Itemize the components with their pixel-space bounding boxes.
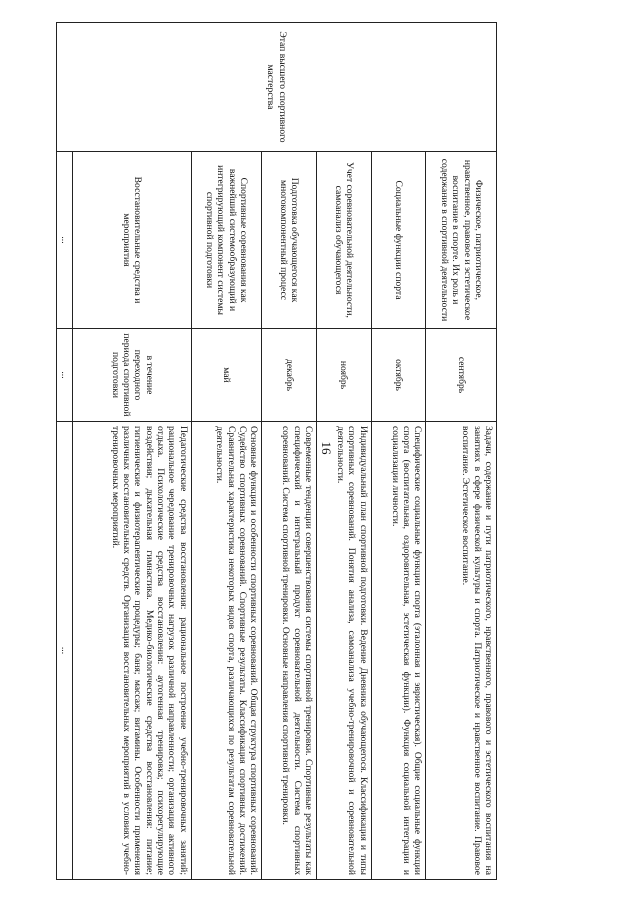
table-row xyxy=(191,23,262,880)
table-row xyxy=(316,23,371,880)
content-cell: Индивидуальный план спортивной подготовки. Ведение Дневника обучающегося. Классификация и типы спортивных соревнований. Понятия анализа, самоанализа учебно-тренировочной и соревновательной деятельности. xyxy=(316,422,371,880)
rotated-table-wrapper xyxy=(56,22,497,880)
page-number: 16 xyxy=(319,441,334,455)
content-cell: Педагогические средства восстановления: рациональное построение учебно-тренировочных занятий; рациональное чередование тренировочных нагрузок различной направленности; организация активного отдыха. Психологические средства восстановления: аутогенная тренировка; психорегулирующие воздействия; дыхательная гимнастика. Медико-биологические средства восстановления: питание; гигиенические и физиотерапевтические процедуры; баня; массаж; витамины. Особенности применения различных восстановительных средств. Организация восстановительных мероприятий в условиях учебно-тренировочных мероприятий. xyxy=(73,422,191,880)
month-cell: ... xyxy=(57,329,73,422)
content-cell: Основные функции и особенности спортивных соревнований. Общая структура спортивных соревнований. Судейство спортивных соревнований. Спортивные результаты. Классификация спортивных достижений. Сравнительная характеристика некоторых видов спорта, различающихся по результатам соревновательной деятельности. xyxy=(191,422,262,880)
table-row xyxy=(57,23,73,880)
table-row xyxy=(371,23,426,880)
topic-cell: Учет соревновательной деятельности, самоанализ обучающегося xyxy=(316,152,371,329)
topic-cell: Подготовка обучающегося как многокомпонентный процесс xyxy=(262,152,317,329)
content-cell: ... xyxy=(57,422,73,880)
curriculum-table xyxy=(56,22,497,880)
table-row xyxy=(73,23,191,880)
topic-cell: ... xyxy=(57,152,73,329)
month-cell: сентябрь xyxy=(426,329,497,422)
content-cell: Задачи, содержание и пути патриотического, нравственного, правового и эстетического воспитания на занятиях в сфере физической культуры и спорта. Патриотическое и нравственное воспитание. Правовое воспитание. Эстетическое воспитание. xyxy=(426,422,497,880)
stage-cell: Этап высшего спортивного мастерства xyxy=(57,23,497,152)
content-cell: Современные тенденции совершенствования системы спортивной тренировки. Спортивные результаты как специфический и интегральный продукт соревновательной деятельности. Система спортивных соревнований. Система спортивной тренировки. Основные направления спортивной тренировки. xyxy=(262,422,317,880)
month-cell: ноябрь xyxy=(316,329,371,422)
topic-cell: Спортивные соревнования как важнейший системообразующий и интегрирующий компонент системы спортивной подготовки xyxy=(191,152,262,329)
topic-cell: Социальные функции спорта xyxy=(371,152,426,329)
table-row xyxy=(426,23,497,880)
topic-cell: Восстановительные средства и мероприятия xyxy=(73,152,191,329)
topic-cell: Физическое, патриотическое, нравственное, правовое и эстетическое воспитание в спорте. Их роль и содержание в спортивной деятельности xyxy=(426,152,497,329)
month-cell: октябрь xyxy=(371,329,426,422)
table-row xyxy=(262,23,317,880)
month-cell: май xyxy=(191,329,262,422)
month-cell: в течение переходного периода спортивной подготовки xyxy=(73,329,191,422)
month-cell: декабрь xyxy=(262,329,317,422)
content-cell: Специфические социальные функции спорта (эталонная и эвристическая). Общие социальные функции спорта (воспитательная, оздоровительная, эстетическая функции). Функция социальной интеграции и социализации личности. xyxy=(371,422,426,880)
